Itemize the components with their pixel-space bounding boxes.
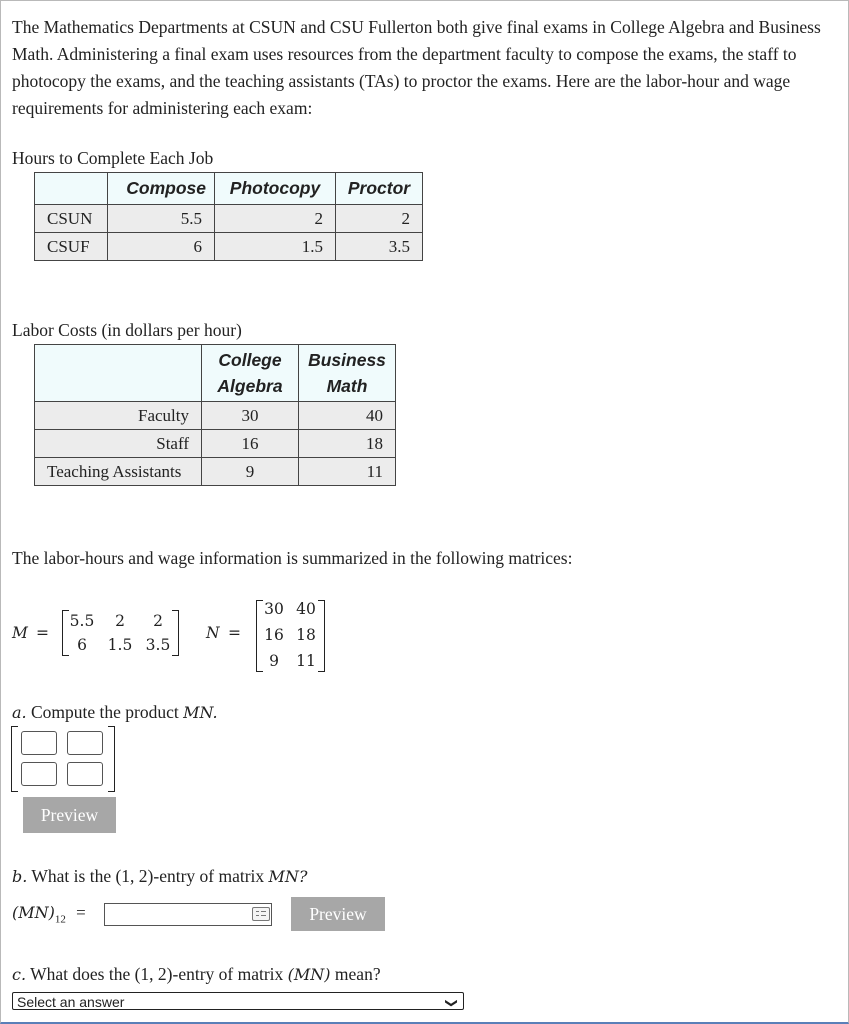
part-b-text: What is the (1, 2)-entry of matrix	[31, 866, 265, 886]
right-bracket	[172, 610, 179, 656]
row-label: Staff	[35, 430, 202, 458]
table-cell: 5.5	[108, 205, 215, 233]
part-c-letter: c.	[12, 965, 27, 984]
part-a-text: Compute the product	[31, 702, 179, 722]
table-row	[35, 458, 396, 486]
chevron-down-icon: ❯	[444, 997, 459, 1009]
matrix-cell: 5.5	[69, 612, 95, 630]
mn-subscript: 12	[54, 913, 66, 926]
costs-table	[34, 344, 396, 486]
answer-cell-1-1[interactable]	[21, 731, 57, 755]
table-cell: 1.5	[215, 233, 336, 261]
part-b-question	[12, 866, 308, 887]
table-cell: 30	[202, 402, 299, 430]
hours-corner-cell	[35, 173, 108, 205]
header-line: College	[218, 350, 282, 370]
table-row	[35, 233, 423, 261]
matrix-m-label: M	[12, 624, 28, 642]
answer-cell-2-1[interactable]	[21, 762, 57, 786]
matrix-cell: 40	[296, 600, 316, 618]
hours-header-proctor: Proctor	[336, 173, 423, 205]
part-b-expr: MN?	[268, 867, 308, 886]
part-a-question	[12, 702, 218, 723]
matrix-cell: 2	[153, 612, 163, 630]
costs-header-college-algebra	[202, 345, 299, 402]
matrix-cell: 1.5	[107, 636, 133, 654]
row-label: CSUN	[35, 205, 108, 233]
answer-matrix-left-bracket	[11, 726, 18, 792]
part-c-tail: mean?	[334, 964, 381, 984]
preview-button-a[interactable]: Preview	[23, 797, 116, 833]
matrix-cell: 2	[115, 612, 125, 630]
table-cell: 3.5	[336, 233, 423, 261]
answer-cell-2-2[interactable]	[67, 762, 103, 786]
row-label: CSUF	[35, 233, 108, 261]
matrix-cell: 18	[296, 626, 316, 644]
answer-matrix-right-bracket	[108, 726, 115, 792]
select-value: Select an answer	[17, 994, 125, 1010]
matrix-cell: 30	[264, 600, 284, 618]
table-row	[35, 402, 396, 430]
summary-text: The labor-hours and wage information is summarized in the following matrices:	[12, 548, 573, 568]
answer-select[interactable]	[12, 992, 464, 1010]
matrix-cell: 3.5	[145, 636, 171, 654]
intro-paragraph: The Mathematics Departments at CSUN and CSU Fullerton both give final exams in College Algebra and Business Math. Administering a final exam uses resources from the department faculty to compose the exams, the staff to photocopy the exams, and the teaching assistants (TAs) to proctor the exams. Here are the labor-hour and wage requirements for administering each exam:	[12, 17, 821, 118]
matrix-cell: 11	[296, 652, 316, 670]
part-c-expr: (MN)	[287, 965, 331, 984]
table-cell: 6	[108, 233, 215, 261]
table-row	[35, 205, 423, 233]
part-c-question	[12, 964, 381, 985]
header-line: Business	[308, 350, 386, 370]
part-b-letter: b.	[12, 867, 28, 886]
keyboard-icon[interactable]	[252, 907, 270, 921]
part-b-lhs	[12, 903, 86, 925]
table-cell: 40	[299, 402, 396, 430]
table-cell: 9	[202, 458, 299, 486]
mn-expression: (MN)	[12, 903, 55, 922]
hours-header-photocopy: Photocopy	[215, 173, 336, 205]
table-row	[35, 430, 396, 458]
header-line: Algebra	[217, 376, 283, 396]
costs-table-caption: Labor Costs (in dollars per hour)	[12, 320, 242, 340]
part-c-text: What does the (1, 2)-entry of matrix	[30, 964, 284, 984]
preview-button-b[interactable]: Preview	[291, 897, 385, 931]
part-a-letter: a.	[12, 703, 27, 722]
table-cell: 2	[215, 205, 336, 233]
equals-sign: =	[76, 903, 86, 922]
costs-corner-cell	[35, 345, 202, 402]
costs-header-business-math	[299, 345, 396, 402]
table-cell: 11	[299, 458, 396, 486]
row-label: Faculty	[35, 402, 202, 430]
row-label: Teaching Assistants	[35, 458, 202, 486]
equals-sign: =	[36, 624, 49, 642]
header-line: Math	[326, 376, 368, 396]
table-cell: 18	[299, 430, 396, 458]
part-a-expr: MN.	[183, 703, 218, 722]
right-bracket	[318, 600, 325, 672]
matrix-cell: 16	[264, 626, 284, 644]
mn-12-input[interactable]	[104, 903, 272, 926]
matrix-cell: 9	[269, 652, 279, 670]
hours-table-caption: Hours to Complete Each Job	[12, 148, 214, 168]
matrix-n-label: N	[206, 624, 220, 642]
answer-cell-1-2[interactable]	[67, 731, 103, 755]
table-cell: 2	[336, 205, 423, 233]
equals-sign: =	[228, 624, 241, 642]
hours-table	[34, 172, 423, 261]
hours-header-compose: Compose	[108, 173, 215, 205]
matrix-cell: 6	[77, 636, 87, 654]
table-cell: 16	[202, 430, 299, 458]
